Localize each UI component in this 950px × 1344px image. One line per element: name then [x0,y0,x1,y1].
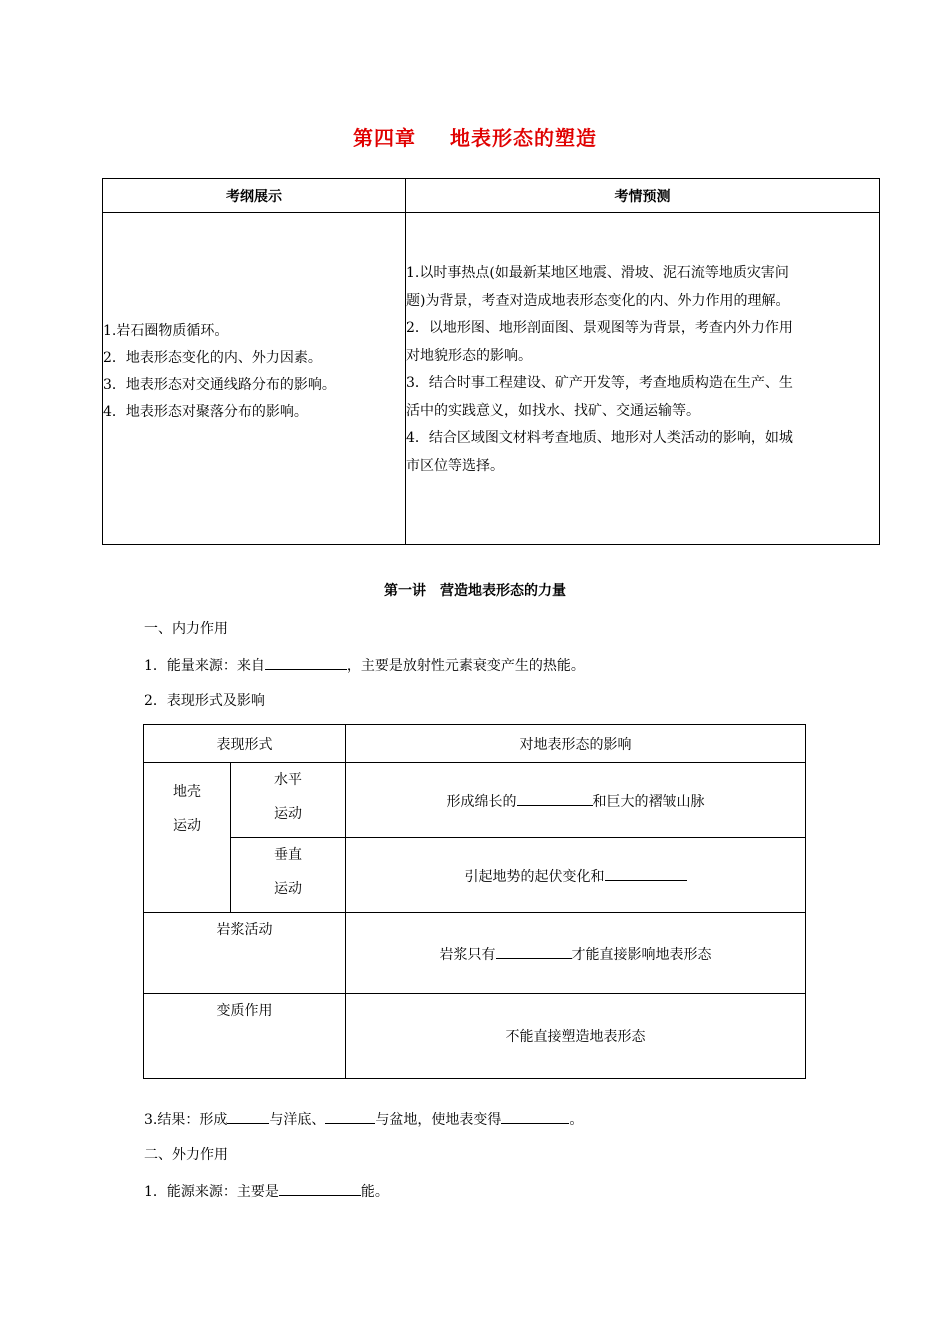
chapter-number: 第四章 [353,126,416,150]
horizontal-movement-label: 水平 运动 [231,763,346,838]
fill-blank[interactable] [501,1108,569,1124]
horizontal-effect: 形成绵长的 和巨大的褶皱山脉 [346,763,806,838]
syllabus-item: 4．地表形态对聚落分布的影响。 [103,404,308,420]
syllabus-item: 2．地表形态变化的内、外力因素。 [103,350,322,366]
vertical-movement-label: 垂直 运动 [231,838,346,913]
forecast-line: 4．结合区域图文材料考查地质、地形对人类活动的影响，如城 [406,430,793,446]
fill-blank[interactable] [227,1108,269,1124]
forecast-line: 3．结合时事工程建设、矿产开发等，考查地质构造在生产、生 [406,375,793,391]
fill-blank[interactable] [605,865,687,881]
metamorphism-effect: 不能直接塑造地表形态 [346,994,806,1079]
lecture-name: 营造地表形态的力量 [440,583,566,599]
fill-blank[interactable] [279,1180,361,1196]
syllabus-header: 考纲展示 [103,179,406,213]
effects-col-header: 对地表形态的影响 [346,725,806,763]
vertical-effect: 引起地势的起伏变化和 [346,838,806,913]
syllabus-cell [103,213,406,545]
lecture-title [0,580,950,600]
forecast-line: 市区位等选择。 [406,457,504,474]
forms-col-header: 表现形式 [144,725,346,763]
section-external-forces: 二、外力作用 [144,1147,228,1163]
forecast-line: 题)为背景，考查对造成地表形态变化的内、外力作用的理解。 [406,292,790,309]
outline-table [102,178,880,545]
fill-blank[interactable] [517,790,593,806]
forecast-cell [406,213,880,545]
metamorphism-label: 变质作用 [144,994,346,1079]
chapter-title [0,122,950,151]
fill-blank[interactable] [325,1108,375,1124]
fill-blank[interactable] [496,943,572,959]
section-internal-forces: 一、内力作用 [144,621,228,637]
magma-effect: 岩浆只有 才能直接影响地表形态 [346,913,806,994]
syllabus-item: 1.岩石圈物质循环。 [103,323,229,339]
lecture-number: 第一讲 [384,583,426,599]
fill-blank[interactable] [265,654,347,670]
chapter-name: 地表形态的塑造 [450,126,597,150]
magma-activity-label: 岩浆活动 [144,913,346,994]
forms-heading: 2．表现形式及影响 [144,693,265,709]
external-energy-line: 1．能源来源：主要是 能。 [144,1180,389,1201]
forecast-line: 1.以时事热点(如最新某地区地震、滑坡、泥石流等地质灾害问 [406,265,789,281]
energy-source-line: 1．能量来源：来自 ，主要是放射性元素衰变产生的热能。 [144,654,585,675]
result-line: 3.结果：形成 与洋底、 与盆地，使地表变得 。 [144,1108,583,1129]
crust-movement-label: 地壳 运动 [144,763,231,913]
forecast-header: 考情预测 [406,179,880,213]
forecast-line: 对地貌形态的影响。 [406,347,532,364]
forecast-line: 活中的实践意义，如找水、找矿、交通运输等。 [406,402,700,419]
syllabus-item: 3．地表形态对交通线路分布的影响。 [103,377,336,393]
forecast-line: 2．以地形图、地形剖面图、景观图等为背景，考查内外力作用 [406,320,793,336]
internal-forces-table [143,724,806,1079]
